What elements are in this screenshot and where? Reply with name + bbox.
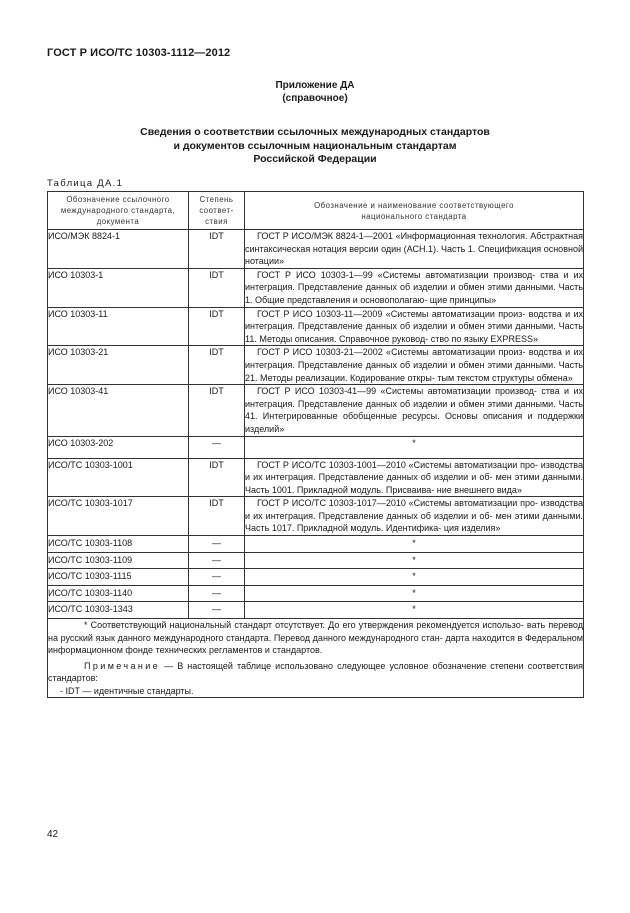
column-header-standard: Обозначение и наименование соответствующего национального стандарта: [245, 192, 584, 230]
table-header-row: [48, 192, 584, 230]
cell-degree: IDT: [189, 307, 245, 346]
cell-code: ИСО/ТС 10303-1108: [48, 536, 189, 553]
cell-degree: IDT: [189, 497, 245, 536]
cell-standard-absent: *: [245, 602, 584, 619]
cell-degree: IDT: [189, 458, 245, 497]
cell-degree: IDT: [189, 268, 245, 307]
note: Примечание — В настоящей таблице использовано следующее условное обозначение степени соответствия стандартов:: [48, 660, 583, 684]
table-row: [48, 307, 584, 346]
cell-standard-absent: *: [245, 552, 584, 569]
cell-degree: IDT: [189, 385, 245, 436]
table-notes-row: [48, 619, 584, 698]
cell-degree: IDT: [189, 346, 245, 385]
table-row: [48, 346, 584, 385]
document-header: ГОСТ Р ИСО/ТС 10303-1112—2012: [47, 47, 231, 59]
cell-standard-absent: *: [245, 536, 584, 553]
cell-code: ИСО/ТС 10303-1343: [48, 602, 189, 619]
cell-standard: ГОСТ Р ИСО 10303-11—2009 «Системы автоматизации произ- водства и их интеграция. Представление данных об изделии и обмен этими данными. Часть 11. Методы описания. Справочное руковод- ство по языку EXPRESS»: [245, 307, 584, 346]
appendix-title: Приложение ДА: [275, 80, 355, 91]
cell-standard: ГОСТ Р ИСО/ТС 10303-1001—2010 «Системы автоматизации про- изводства и их интеграция. Представление данных об изделии и об- мен этими данными. Часть 1001. Прикладной модуль. Присваива- ние внешнего вида»: [245, 458, 584, 497]
cell-code: ИСО/ТС 10303-1140: [48, 585, 189, 602]
table-row: [48, 602, 584, 619]
cell-code: ИСО 10303-11: [48, 307, 189, 346]
table-row: [48, 569, 584, 586]
table-notes: [48, 619, 584, 698]
cell-code: ИСО 10303-202: [48, 436, 189, 458]
page-number: 42: [47, 829, 59, 840]
heading-line: и документов ссылочным национальным стандартам: [173, 139, 457, 152]
cell-standard-absent: *: [245, 585, 584, 602]
cell-code: ИСО/ТС 10303-1109: [48, 552, 189, 569]
note-legend: - IDT — идентичные стандарты.: [60, 685, 194, 696]
cell-degree: —: [189, 585, 245, 602]
cell-code: ИСО/МЭК 8824-1: [48, 230, 189, 269]
table-caption: Таблица ДА.1: [47, 178, 124, 189]
heading-line: Сведения о соответствии ссылочных международных стандартов: [140, 126, 490, 138]
correspondence-table: [47, 191, 584, 698]
table-row: [48, 585, 584, 602]
cell-standard: ГОСТ Р ИСО/МЭК 8824-1—2001 «Информационная технология. Абстрактная синтаксическая нотация версии один (АСН.1). Часть 1. Спецификация основной нотации»: [245, 230, 584, 269]
cell-code: ИСО 10303-41: [48, 385, 189, 436]
cell-code: ИСО/ТС 10303-1001: [48, 458, 189, 497]
cell-degree: —: [189, 602, 245, 619]
cell-standard: ГОСТ Р ИСО 10303-1—99 «Системы автоматизации производ- ства и их интеграция. Представление данных об изделии и обмен этими данными. Часть 1. Общие представления и основополагаю- щие принципы»: [245, 268, 584, 307]
column-header-code: Обозначение ссылочного международного стандарта, документа: [48, 192, 189, 230]
appendix-subtitle: (справочное): [282, 93, 348, 104]
cell-standard: ГОСТ Р ИСО 10303-21—2002 «Системы автоматизации произ- водства и их интеграция. Представление данных об изделии и обмен этими данными. Часть 21. Методы реализации. Кодирование откры- тым текстом структуры обмена»: [245, 346, 584, 385]
table-row: [48, 230, 584, 269]
heading-line: Российской Федерации: [253, 153, 377, 165]
table-row: [48, 536, 584, 553]
section-heading: [0, 126, 630, 167]
cell-code: ИСО/ТС 10303-1017: [48, 497, 189, 536]
cell-degree: IDT: [189, 230, 245, 269]
cell-code: ИСО/ТС 10303-1115: [48, 569, 189, 586]
cell-degree: —: [189, 436, 245, 458]
column-header-degree: Степень соответ- ствия: [189, 192, 245, 230]
cell-standard-absent: *: [245, 569, 584, 586]
footnote: * Соответствующий национальный стандарт отсутствует. До его утверждения рекомендуется использо- вать перевод на русский язык данного международного стандарта. Перевод данного международного стан- дарта находится в Федеральном информационном фонде технических регламентов и стандартов.: [48, 620, 583, 656]
cell-degree: —: [189, 536, 245, 553]
table-row: [48, 268, 584, 307]
table-row: [48, 497, 584, 536]
cell-standard: ГОСТ Р ИСО/ТС 10303-1017—2010 «Системы автоматизации про- изводства и их интеграция. Представление данных об изделии и об- мен этими данными. Часть 1017. Прикладной модуль. Идентифика- ция изделия»: [245, 497, 584, 536]
cell-code: ИСО 10303-1: [48, 268, 189, 307]
cell-code: ИСО 10303-21: [48, 346, 189, 385]
table-row: [48, 385, 584, 436]
table-row: [48, 436, 584, 458]
table-row: [48, 552, 584, 569]
cell-degree: —: [189, 552, 245, 569]
cell-degree: —: [189, 569, 245, 586]
cell-standard-absent: *: [245, 436, 584, 458]
cell-standard: ГОСТ Р ИСО 10303-41—99 «Системы автоматизации производ- ства и их интеграция. Представление данных об изделии и обмен этими данными. Часть 41. Интегрированные обобщенные ресурсы. Основы описания и поддержки изделий»: [245, 385, 584, 436]
table-row: [48, 458, 584, 497]
